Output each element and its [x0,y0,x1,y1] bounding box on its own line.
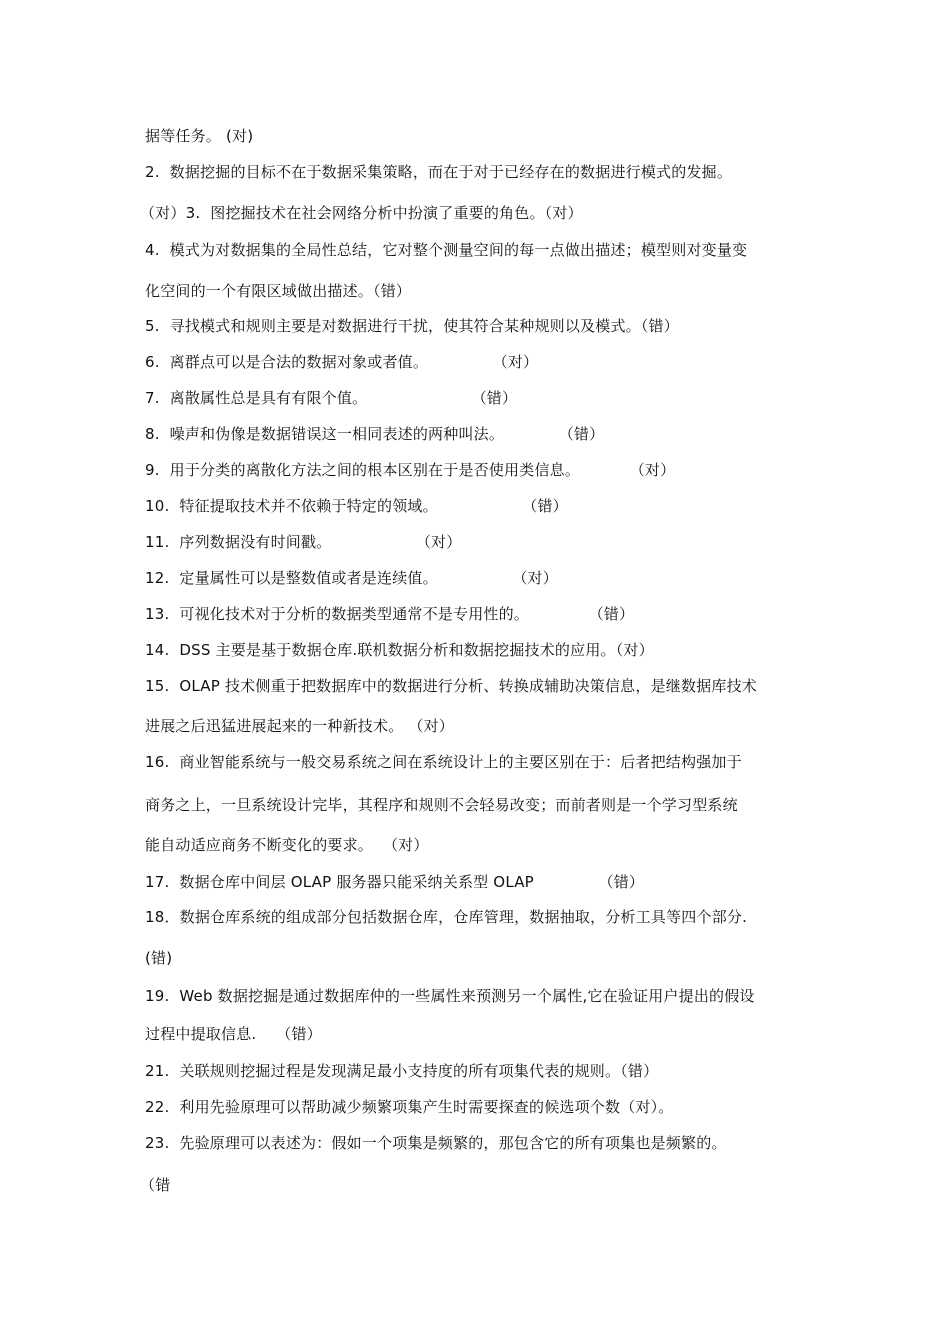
text-line: 6. 离群点可以是合法的数据对象或者值。 （对） [145,353,539,371]
text-line: 21. 关联规则挖掘过程是发现满足最小支持度的所有项集代表的规则。（错） [145,1062,659,1080]
text-line: 12. 定量属性可以是整数值或者是连续值。 （对） [145,569,558,587]
text-line: 能自动适应商务不断变化的要求。 （对） [145,836,429,854]
text-line: 5. 寻找模式和规则主要是对数据进行干扰，使其符合某种规则以及模式。（错） [145,317,679,335]
text-line: 7. 离散属性总是具有有限个值。 （错） [145,389,518,407]
text-line: 10. 特征提取技术并不依赖于特定的领域。 （错） [145,497,568,515]
text-line: 进展之后迅猛进展起来的一种新技术。 （对） [145,717,454,735]
text-line: 13. 可视化技术对于分析的数据类型通常不是专用性的。 （错） [145,605,635,623]
text-line: 4. 模式为对数据集的全局性总结，它对整个测量空间的每一点做出描述；模型则对变量变 [145,241,748,259]
text-line: 化空间的一个有限区域做出描述。（错） [145,282,412,300]
text-line: （错 [140,1176,171,1194]
text-line: （对）3. 图挖掘技术在社会网络分析中扮演了重要的角色。（对） [140,204,583,222]
text-line: 商务之上，一旦系统设计完毕，其程序和规则不会轻易改变；而前者则是一个学习型系统 [145,796,738,814]
text-line: 23. 先验原理可以表述为：假如一个项集是频繁的，那包含它的所有项集也是频繁的。 [145,1134,727,1152]
text-line: 8. 噪声和伪像是数据错误这一相同表述的两种叫法。 （错） [145,425,605,443]
text-line: 2. 数据挖掘的目标不在于数据采集策略，而在于对于已经存在的数据进行模式的发掘。 [145,163,733,181]
text-line: 过程中提取信息. （错） [145,1025,322,1043]
text-line: 16. 商业智能系统与一般交易系统之间在系统设计上的主要区别在于：后者把结构强加于 [145,753,742,771]
text-line: 17. 数据仓库中间层 OLAP 服务器只能采纳关系型 OLAP （错） [145,873,645,891]
text-line: 11. 序列数据没有时间戳。 （对） [145,533,462,551]
text-line: 18．数据仓库系统的组成部分包括数据仓库，仓库管理，数据抽取，分析工具等四个部分. [145,908,748,926]
text-line: 据等任务。 (对) [145,127,254,145]
text-line: 22. 利用先验原理可以帮助减少频繁项集产生时需要探查的候选项个数（对）。 [145,1098,674,1116]
text-line: 14. DSS 主要是基于数据仓库.联机数据分析和数据挖掘技术的应用。（对） [145,641,654,659]
text-line: 15. OLAP 技术侧重于把数据库中的数据进行分析、转换成辅助决策信息，是继数据库技术 [145,677,757,695]
text-line: 19. Web 数据挖掘是通过数据库仲的一些属性来预测另一个属性,它在验证用户提出的假设 [145,987,755,1005]
text-line: (错) [145,949,173,967]
text-line: 9. 用于分类的离散化方法之间的根本区别在于是否使用类信息。 （对） [145,461,676,479]
